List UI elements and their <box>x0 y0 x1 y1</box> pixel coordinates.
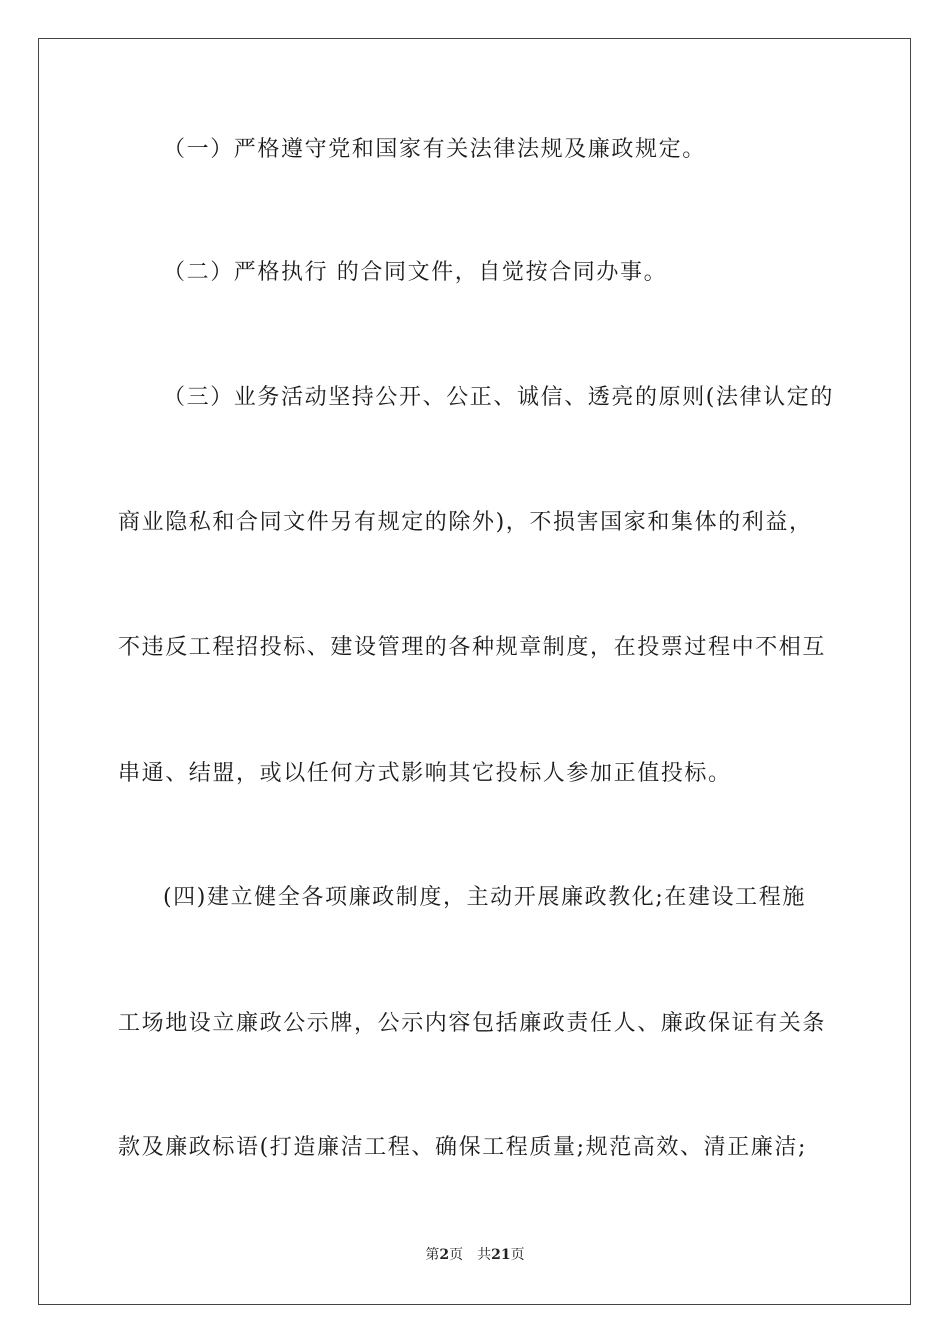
total-suffix: 页 <box>510 1247 525 1263</box>
page-number: 2 <box>439 1247 450 1263</box>
paragraph-1-line-1: （一）严格遵守党和国家有关法律法规及廉政规定。 <box>163 137 706 162</box>
paragraph-3-line-3: 不违反工程招投标、建设管理的各种规章制度，在投票过程中不相互 <box>118 635 827 660</box>
paragraph-4-line-1: (四)建立健全各项廉政制度，主动开展廉政教化;在建设工程施 <box>163 885 806 910</box>
total-prefix: 共 <box>477 1247 492 1263</box>
page-suffix: 页 <box>449 1247 464 1263</box>
paragraph-2-line-1: （二）严格执行 的合同文件，自觉按合同办事。 <box>163 260 668 285</box>
total-pages: 21 <box>491 1247 511 1263</box>
paragraph-3-line-1: （三）业务活动坚持公开、公正、诚信、透亮的原则(法律认定的 <box>163 385 834 410</box>
paragraph-4-line-2: 工场地设立廉政公示牌，公示内容包括廉政责任人、廉政保证有关条 <box>118 1011 827 1036</box>
page-border <box>38 38 911 1305</box>
page-prefix: 第 <box>425 1247 440 1263</box>
paragraph-3-line-2: 商业隐私和合同文件另有规定的除外)，不损害国家和集体的利益， <box>118 510 813 535</box>
paragraph-3-line-4: 串通、结盟，或以任何方式影响其它投标人参加正值投标。 <box>118 761 732 786</box>
paragraph-4-line-3: 款及廉政标语(打造廉洁工程、确保工程质量;规范高效、清正廉洁; <box>118 1135 808 1160</box>
page-footer <box>0 1246 950 1264</box>
